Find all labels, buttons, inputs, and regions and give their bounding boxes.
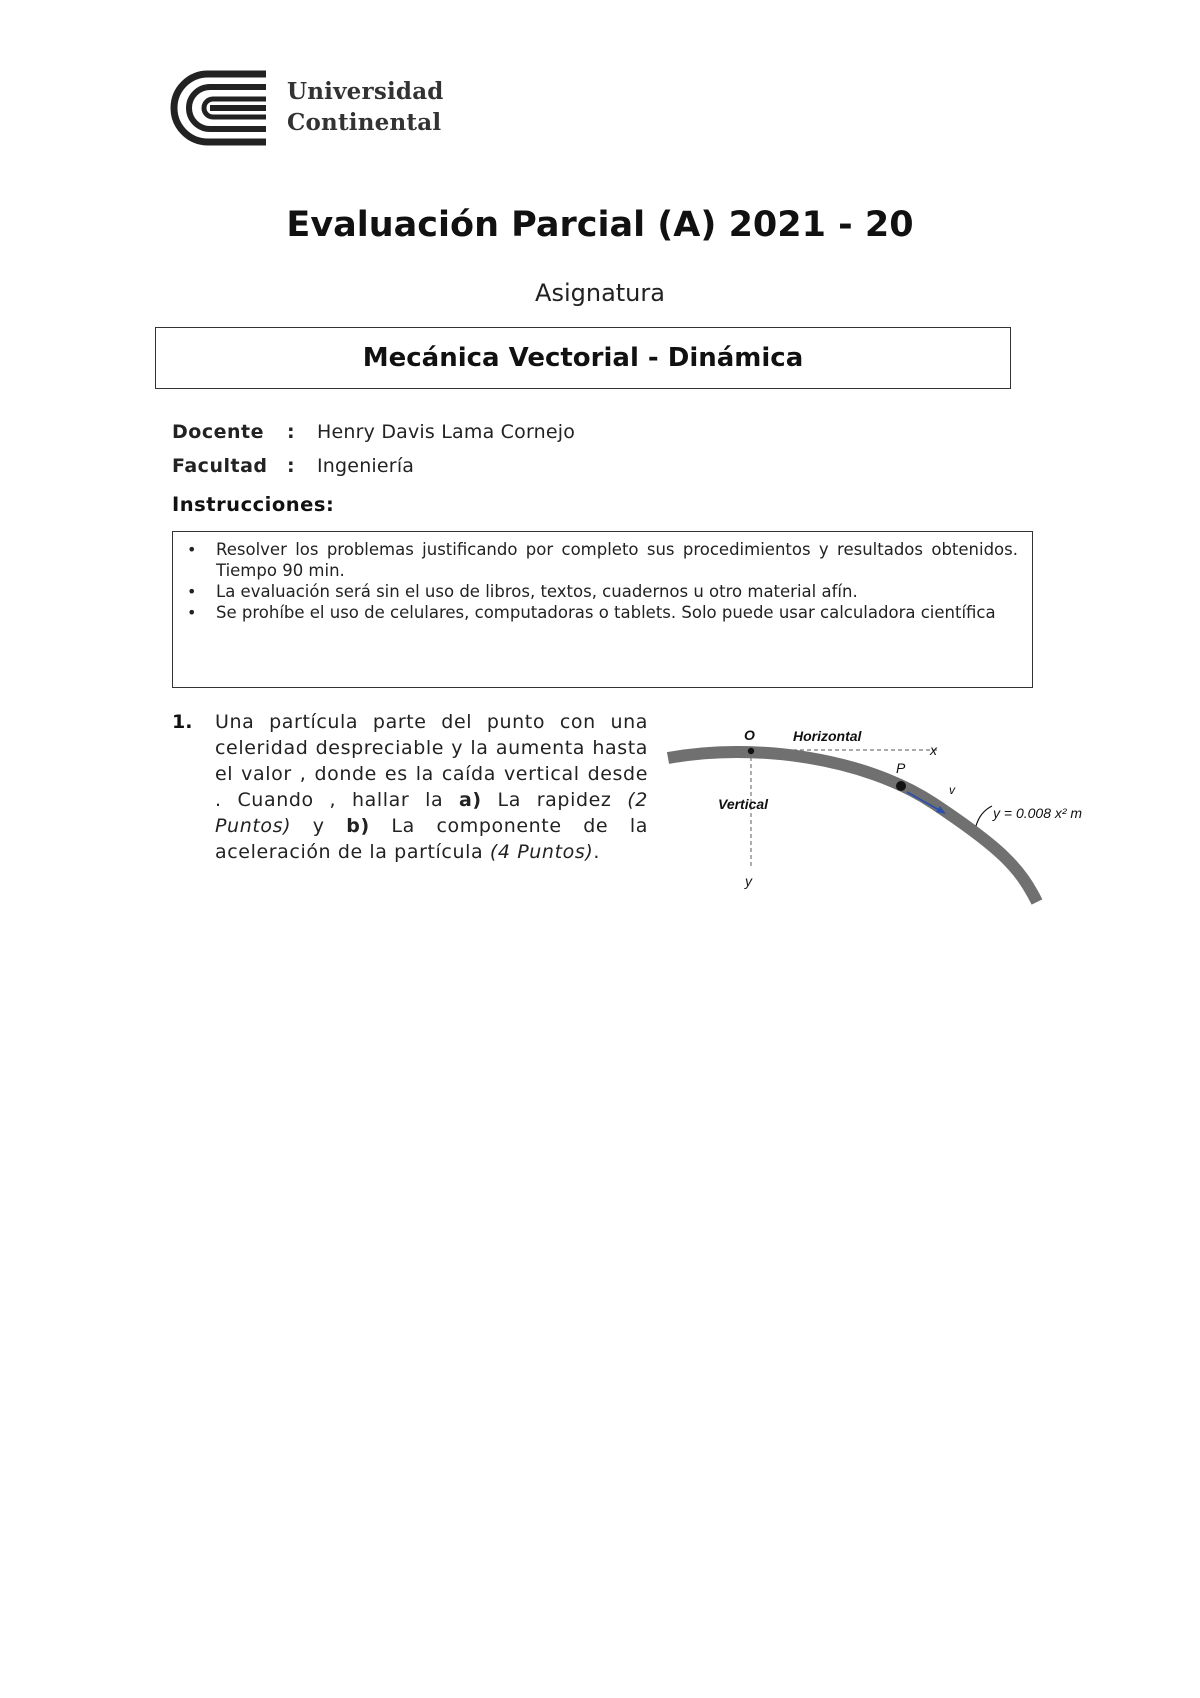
logo-text-line2: Continental <box>287 109 442 136</box>
question-end: . <box>593 841 600 863</box>
instruction-item: • La evaluación será sin el uso de libros, textos, cuadernos u otro material afín. <box>187 581 1018 602</box>
label-x: x <box>930 742 937 758</box>
conjunction: y <box>291 815 347 837</box>
part-b-points: (4 Puntos) <box>489 841 594 863</box>
label-vertical: Vertical <box>718 796 769 812</box>
label-y: y <box>745 873 752 889</box>
facultad-row <box>172 455 414 477</box>
continental-c-icon <box>170 70 274 146</box>
part-a-points: (2 Puntos) <box>215 789 648 837</box>
track-figure <box>665 718 1115 908</box>
page-title: Evaluación Parcial (A) 2021 - 20 <box>286 205 914 245</box>
facultad-value: Ingeniería <box>317 455 415 477</box>
subject-name: Mecánica Vectorial - Dinámica <box>362 343 804 373</box>
label-o: O <box>744 727 755 743</box>
label-p: P <box>896 760 906 776</box>
question-number: 1. <box>172 711 193 733</box>
facultad-colon: : <box>287 455 295 477</box>
docente-row <box>172 421 575 443</box>
instruction-item: • Se prohíbe el uso de celulares, computadoras o tablets. Solo puede usar calculadora científica <box>187 602 1018 623</box>
docente-value: Henry Davis Lama Cornejo <box>317 421 576 443</box>
subject-name-box <box>155 327 1011 389</box>
parabolic-track-diagram <box>665 718 1115 908</box>
label-v: v <box>949 783 955 797</box>
docente-label: Docente <box>172 421 264 443</box>
logo-text-line1: Universidad <box>287 78 444 105</box>
facultad-label: Facultad <box>172 455 268 477</box>
equation-label: y = 0.008 x² m <box>993 805 1083 821</box>
label-horizontal: Horizontal <box>793 728 862 744</box>
subject-label: Asignatura <box>535 279 665 307</box>
docente-colon: : <box>287 421 295 443</box>
instructions-title: Instrucciones: <box>172 493 335 516</box>
part-b-label: b) <box>346 815 370 837</box>
parabolic-track <box>668 752 1037 902</box>
instructions-list <box>187 539 1018 623</box>
point-o-marker <box>748 748 754 754</box>
instruction-item: • Resolver los problemas justificando por completo sus procedimientos y resultados obtenidos. Tiempo 90 min. <box>187 539 1018 581</box>
equation-leader-line <box>976 806 992 826</box>
part-a-label: a) <box>459 789 482 811</box>
question-text-intro: Una partícula parte del punto con una celeridad despreciable y la aumenta hasta el valor , donde es la caída vertical desde . Cuando , hallar la <box>215 711 648 811</box>
part-b-text: La componente de la aceleración de la partícula <box>215 815 648 863</box>
part-a-text: La rapidez <box>481 789 628 811</box>
instructions-box <box>172 531 1033 688</box>
question-text <box>215 709 648 865</box>
university-logo <box>170 70 450 146</box>
point-p-marker <box>896 781 906 791</box>
